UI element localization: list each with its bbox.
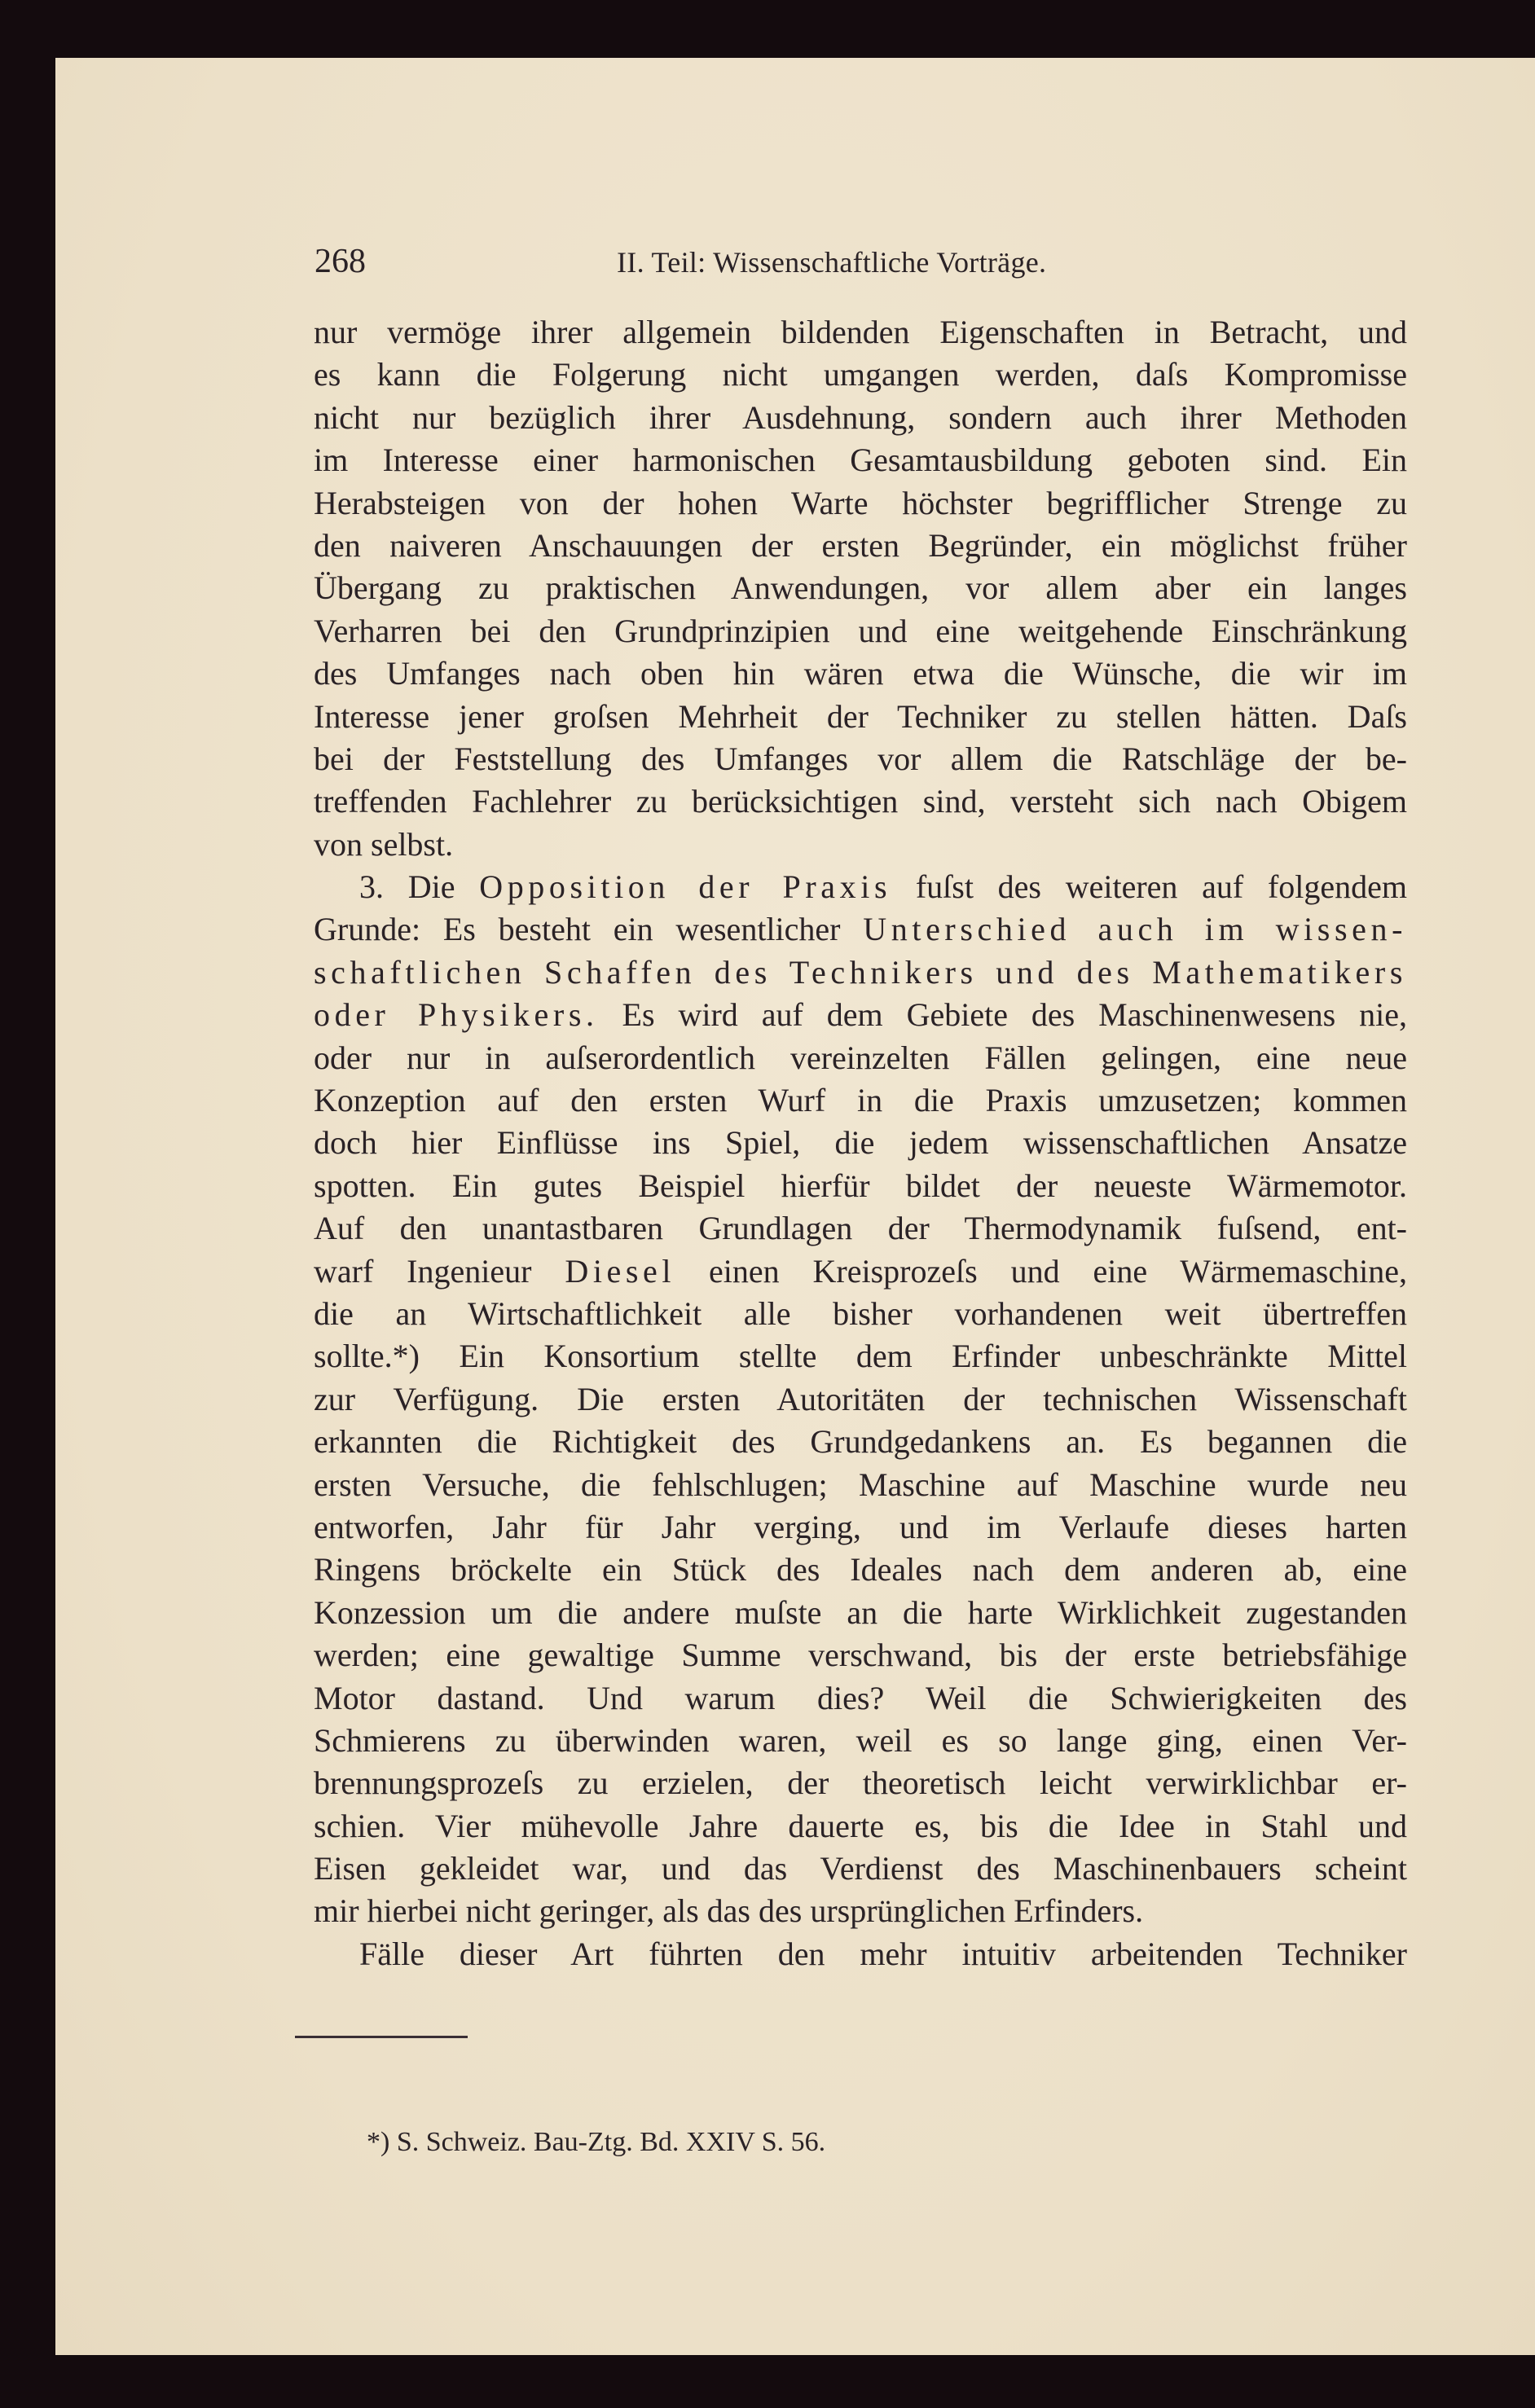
body-text (314, 311, 1407, 1975)
text-segment: Fälle dieser Art führten den mehr intuitiv arbeitenden Techniker (359, 1935, 1407, 1972)
text-line (314, 354, 1407, 396)
text-segment: Konzeption auf den ersten Wurf in die Praxis umzusetzen; kommen (314, 1082, 1407, 1119)
text-line (314, 1592, 1407, 1634)
book-page (55, 58, 1535, 2355)
text-line (314, 1378, 1407, 1421)
text-line (314, 1421, 1407, 1463)
text-segment: mir hierbei nicht geringer, als das des ursprünglichen Erfinders. (314, 1892, 1144, 1930)
text-segment: oder nur in auſserordentlich vereinzelten Fällen gelingen, eine neue (314, 1039, 1407, 1076)
text-line (314, 1165, 1407, 1207)
text-segment: Eisen gekleidet war, und das Verdienst des Maschinenbauers scheint (314, 1850, 1407, 1887)
text-segment: Konzession um die andere muſste an die harte Wirklichkeit zugestanden (314, 1593, 1407, 1631)
text-segment: Motor dastand. Und warum dies? Weil die Schwierigkeiten des (314, 1679, 1407, 1716)
text-line (314, 567, 1407, 609)
text-segment: bei der Feststellung des Umfanges vor allem die Ratschläge der be- (314, 740, 1407, 777)
text-segment: zur Verfügung. Die ersten Autoritäten der technischen Wissenschaft (314, 1380, 1407, 1417)
text-segment: treffenden Fachlehrer zu berücksichtigen sind, versteht sich nach Obigem (314, 783, 1407, 820)
footnote: *) S. Schweiz. Bau-Ztg. Bd. XXIV S. 56. (367, 2127, 826, 2157)
text-line (314, 482, 1407, 525)
text-segment: fuſst des weiteren auf folgendem (891, 868, 1407, 906)
text-line (314, 951, 1407, 994)
text-line (314, 1335, 1407, 1378)
text-segment: spotten. Ein gutes Beispiel hierfür bildet der neueste Wärmemotor. (314, 1167, 1407, 1204)
text-segment: im Interesse einer harmonischen Gesamtausbildung geboten sind. Ein (314, 442, 1407, 479)
text-segment: ersten Versuche, die fehlschlugen; Maschine auf Maschine wurde neu (314, 1465, 1407, 1503)
page-number: 268 (314, 243, 366, 280)
text-segment: nicht nur bezüglich ihrer Ausdehnung, sondern auch ihrer Methoden (314, 398, 1407, 436)
text-line (314, 1677, 1407, 1720)
text-line (314, 1506, 1407, 1549)
text-line (314, 908, 1407, 951)
text-segment: warf Ingenieur (314, 1252, 565, 1290)
text-segment: einen Kreisprozeſs und eine Wärmemaschine, (675, 1252, 1407, 1290)
text-line (314, 1634, 1407, 1676)
text-line (314, 780, 1407, 823)
text-line (314, 738, 1407, 780)
text-segment: nur vermöge ihrer allgemein bildenden Eigenschaften in Betracht, und (314, 314, 1407, 350)
spaced-emphasis-text: Unterschied auch im wissen- (863, 911, 1408, 948)
text-line (314, 824, 1407, 866)
text-segment: doch hier Einflüsse ins Spiel, die jedem wissenschaftlichen Ansatze (314, 1124, 1407, 1162)
text-line (314, 866, 1407, 908)
spaced-emphasis-text: Diesel (565, 1252, 676, 1290)
text-segment: Verharren bei den Grundprinzipien und eine weitgehende Einschränkung (314, 612, 1407, 649)
text-line (314, 1037, 1407, 1079)
text-line (314, 1549, 1407, 1591)
text-line (314, 1933, 1407, 1975)
spaced-emphasis-text: oder Physikers. (314, 996, 599, 1034)
text-segment: brennungsprozeſs zu erzielen, der theoretisch leicht verwirklichbar er- (314, 1764, 1407, 1802)
text-segment: Es wird auf dem Gebiete des Maschinenwesens nie, (598, 996, 1408, 1034)
text-line (314, 1848, 1407, 1890)
text-line (314, 1122, 1407, 1164)
text-segment: von selbst. (314, 825, 454, 863)
text-segment: schien. Vier mühevolle Jahre dauerte es, bis die Idee in Stahl und (314, 1807, 1407, 1844)
text-segment: Grunde: Es besteht ein wesentlicher (314, 911, 864, 948)
text-line (314, 311, 1407, 354)
text-segment: sollte.*) Ein Konsortium stellte dem Erfinder unbeschränkte Mittel (314, 1338, 1407, 1375)
spaced-emphasis-text: Opposition der Praxis (479, 868, 892, 906)
text-line (314, 1207, 1407, 1250)
text-segment: Auf den unantastbaren Grundlagen der Thermodynamik fuſsend, ent- (314, 1210, 1407, 1247)
spaced-emphasis-text: schaftlichen Schaffen des Technikers und des Mathematikers (314, 953, 1407, 991)
text-line (314, 1464, 1407, 1506)
text-line (314, 1079, 1407, 1122)
text-segment: werden; eine gewaltige Summe verschwand, bis der erste betriebsfähige (314, 1637, 1407, 1674)
text-line (314, 525, 1407, 567)
text-line (314, 1250, 1407, 1293)
text-line (314, 1890, 1407, 1932)
text-line (314, 1805, 1407, 1848)
text-segment: entworfen, Jahr für Jahr verging, und im Verlaufe dieses harten (314, 1508, 1407, 1545)
text-line (314, 1720, 1407, 1762)
running-title: II. Teil: Wissenschaftliche Vorträge. (617, 246, 1047, 279)
text-segment: Interesse jener groſsen Mehrheit der Techniker zu stellen hätten. Daſs (314, 697, 1407, 735)
text-line (314, 994, 1407, 1036)
text-line (314, 1293, 1407, 1335)
text-line (314, 439, 1407, 481)
text-line (314, 610, 1407, 653)
text-segment: den naiveren Anschauungen der ersten Begründer, ein möglichst früher (314, 526, 1407, 564)
text-segment: Schmierens zu überwinden waren, weil es so lange ging, einen Ver- (314, 1721, 1407, 1759)
text-segment: des Umfanges nach oben hin wären etwa die Wünsche, die wir im (314, 655, 1407, 692)
text-line (314, 1762, 1407, 1804)
text-segment: Ringens bröckelte ein Stück des Ideales nach dem anderen ab, eine (314, 1551, 1407, 1588)
text-segment: Übergang zu praktischen Anwendungen, vor allem aber ein langes (314, 569, 1407, 607)
text-line (314, 653, 1407, 695)
text-line (314, 696, 1407, 738)
text-segment: 3. Die (359, 868, 480, 906)
text-line (314, 397, 1407, 439)
text-segment: es kann die Folgerung nicht umgangen werden, daſs Kompromisse (314, 356, 1407, 393)
text-segment: die an Wirtschaftlichkeit alle bisher vorhandenen weit übertreffen (314, 1294, 1407, 1332)
footnote-divider (295, 2036, 468, 2038)
text-segment: Herabsteigen von der hohen Warte höchster begrifflicher Strenge zu (314, 484, 1407, 521)
text-segment: erkannten die Richtigkeit des Grundgedankens an. Es begannen die (314, 1423, 1407, 1461)
